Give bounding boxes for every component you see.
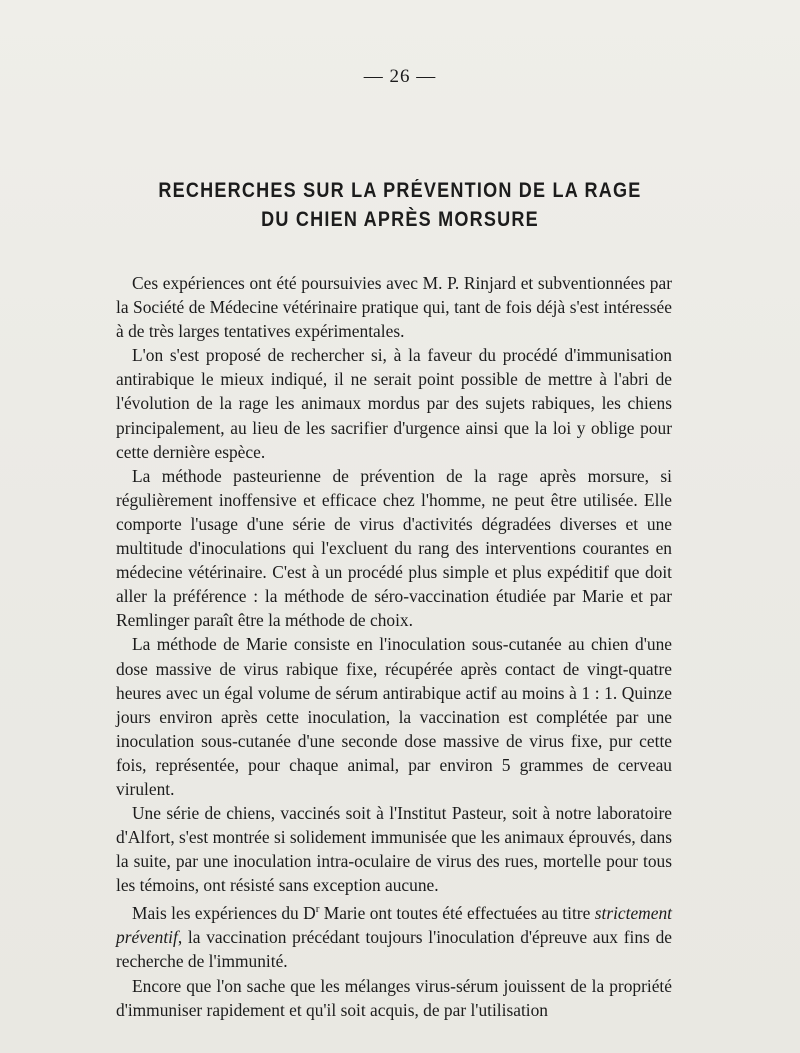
chapter-title-line-2: DU CHIEN APRÈS MORSURE — [261, 208, 539, 231]
paragraph-2: L'on s'est proposé de rechercher si, à la faveur du procédé d'immunisation antirabique le mieux indiqué, il ne serait point possible de mettre à l'abri de l'évolution de la rage les animaux mordus par des sujets rabiques, les chiens principalement, au lieu de les sacrifier d'urgence ainsi que la loi y oblige pour cette dernière espèce. — [116, 345, 672, 462]
paragraph-1: Ces expériences ont été poursuivies avec M. P. Rinjard et subventionnées par la Société de Médecine vétérinaire pratique qui, tant de fois déjà s'est intéressée à de très larges tentatives expérimentales. — [116, 273, 672, 342]
paragraph-6-text-c: , la vaccination précédant toujours l'inoculation d'épreuve aux fins de recherche de l'immunité. — [116, 927, 672, 972]
paragraph-6-text-b: Marie ont toutes été effectuées au titre — [319, 903, 595, 924]
page-number: — 26 — — [363, 66, 437, 87]
paragraph-6 — [116, 897, 672, 973]
paragraph-5: Une série de chiens, vaccinés soit à l'Institut Pasteur, soit à notre laboratoire d'Alfort, s'est montrée si solidement immunisée que les animaux éprouvés, dans la suite, par une inoculation intra-oculaire de virus des rues, mortelle pour tous les témoins, ont résisté sans exception aucune. — [116, 803, 672, 896]
paragraph-3: La méthode pasteurienne de prévention de la rage après morsure, si régulièrement inoffensive et efficace chez l'homme, ne peut être utilisée. Elle comporte l'usage d'une série de virus d'activités dégradées diverses et une multitude d'inoculations qui l'excluent du rang des interventions courantes en médecine vétérinaire. C'est à un procédé plus simple et plus expéditif que doit aller la préférence : la méthode de séro-vaccination étudiée par Marie et par Remlinger paraît être la méthode de choix. — [116, 465, 672, 631]
body-text — [116, 271, 672, 1022]
chapter-title — [56, 176, 744, 234]
doctor-abbrev-superscript: r — [315, 903, 320, 916]
paragraph-4: La méthode de Marie consiste en l'inoculation sous-cutanée au chien d'une dose massive de virus rabique fixe, récupérée après contact de vingt-quatre heures avec un égal volume de sérum antirabique actif au moins à 1 : 1. Quinze jours environ après cette inoculation, la vaccination est complétée par une inoculation sous-cutanée d'une seconde dose massive de virus fixe, pur cette fois, représentée, pour chaque animal, par environ 5 grammes de cerveau virulent. — [116, 634, 672, 799]
paragraph-6-text-a: Mais les expériences du D — [132, 903, 316, 924]
chapter-title-line-1: RECHERCHES SUR LA PRÉVENTION DE LA RAGE — [158, 179, 642, 202]
paragraph-7: Encore que l'on sache que les mélanges virus-sérum jouissent de la propriété d'immuniser rapidement et qu'il soit acquis, de par l'utilisation — [116, 975, 672, 1020]
italic-phrase: strictement préventif — [116, 903, 672, 948]
